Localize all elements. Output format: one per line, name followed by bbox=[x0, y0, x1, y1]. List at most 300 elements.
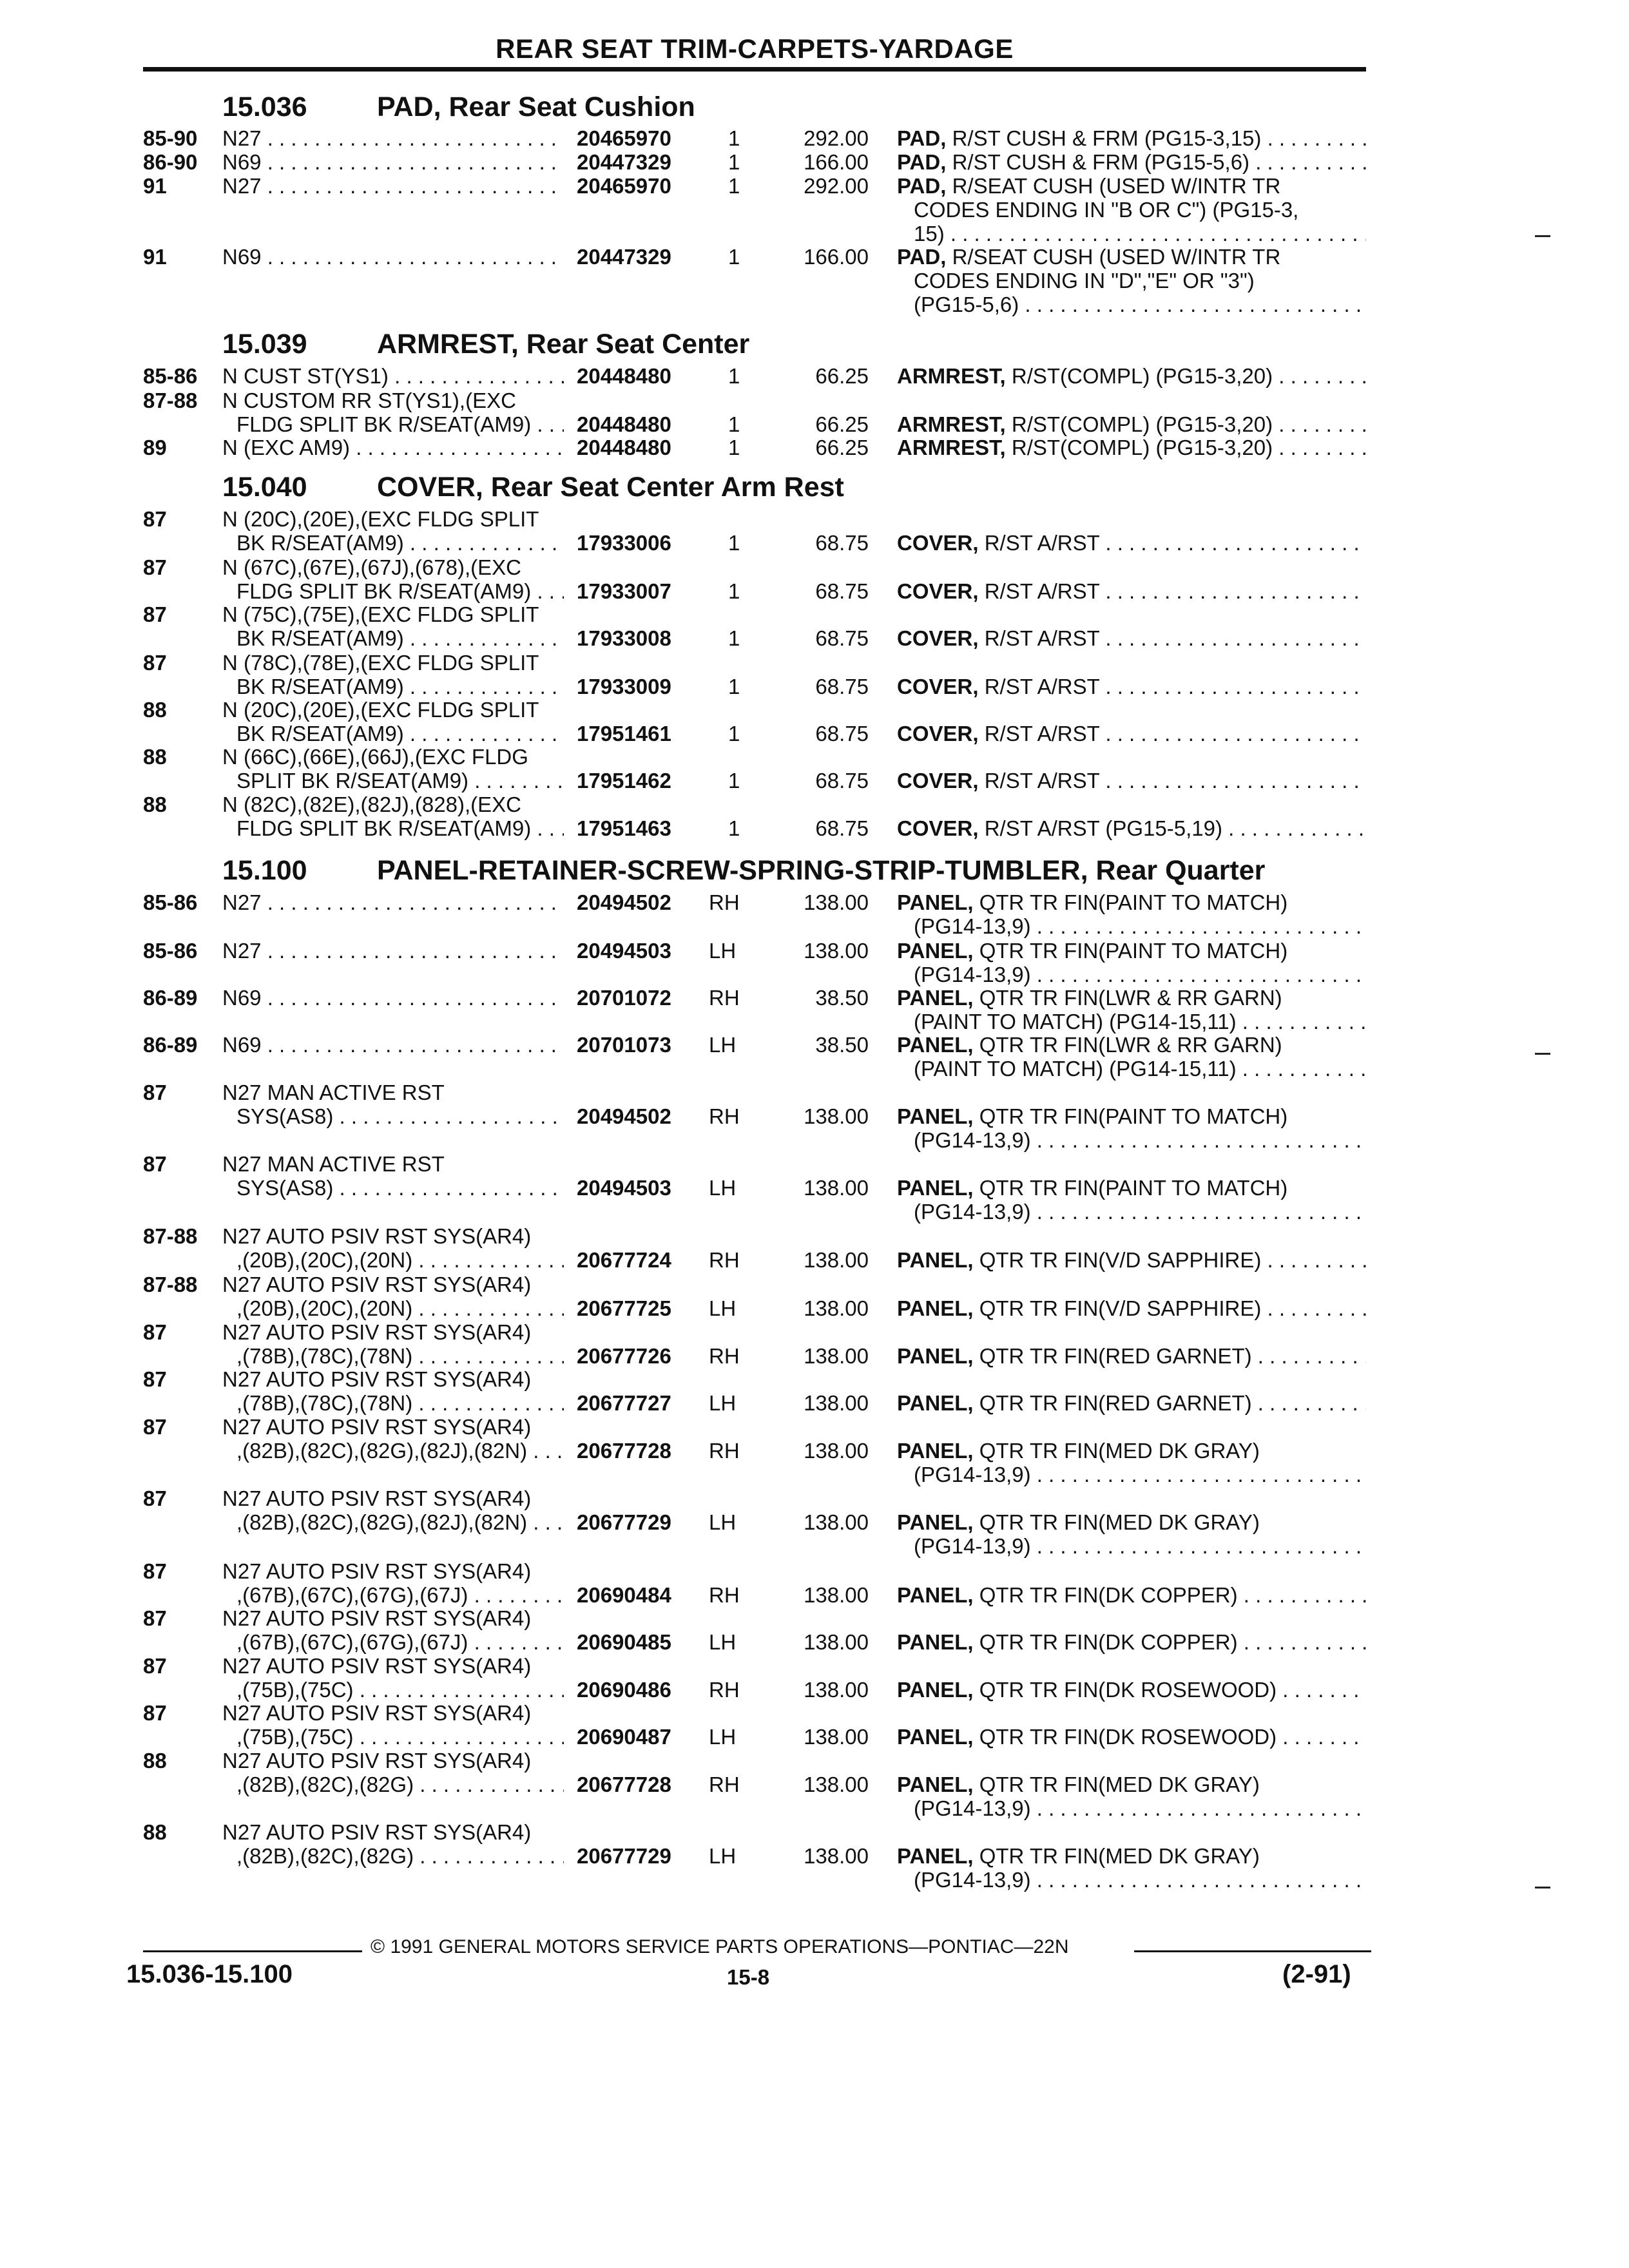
reference-keyword: COVER, bbox=[897, 531, 979, 555]
price: 138.00 bbox=[804, 1510, 869, 1534]
reference-description bbox=[897, 1296, 1366, 1320]
price: 68.75 bbox=[815, 722, 869, 745]
description-line: ,(82B),(82C),(82G) . . . bbox=[222, 1773, 564, 1796]
reference-text: QTR TR FIN(PAINT TO MATCH) bbox=[979, 939, 1288, 963]
part-number: 17933006 bbox=[577, 531, 671, 555]
reference-description bbox=[897, 986, 1366, 1033]
reference-keyword: PANEL, bbox=[897, 1678, 974, 1702]
part-number: 20690487 bbox=[577, 1725, 671, 1749]
quantity: 1 bbox=[728, 436, 740, 459]
part-number: 20494502 bbox=[577, 890, 671, 914]
part-number: 20677727 bbox=[577, 1391, 671, 1415]
part-description bbox=[222, 1749, 564, 1796]
part-description bbox=[222, 602, 564, 650]
side-code: RH bbox=[709, 1678, 740, 1702]
part-description bbox=[222, 126, 564, 150]
model-year: 86-90 bbox=[143, 150, 198, 174]
reference-line bbox=[897, 1844, 1366, 1868]
quantity: 1 bbox=[728, 150, 740, 174]
part-number: 17933009 bbox=[577, 675, 671, 698]
description-line: SYS(AS8) . . . bbox=[222, 1176, 564, 1200]
reference-text: R/ST A/RST bbox=[984, 579, 1100, 603]
part-description bbox=[222, 1559, 564, 1607]
price: 66.25 bbox=[815, 364, 869, 388]
price: 138.00 bbox=[804, 1678, 869, 1702]
reference-line: 15) . . . bbox=[897, 222, 1366, 245]
description-line: ,(67B),(67C),(67G),(67J) . . . bbox=[222, 1583, 564, 1607]
reference-description bbox=[897, 675, 1366, 698]
reference-description bbox=[897, 626, 1366, 650]
reference-keyword: COVER, bbox=[897, 675, 979, 698]
description-line: N27 AUTO PSIV RST SYS(AR4) bbox=[222, 1701, 532, 1725]
reference-text: QTR TR FIN(RED GARNET) bbox=[979, 1391, 1252, 1415]
reference-text: QTR TR FIN(DK ROSEWOOD) bbox=[979, 1678, 1277, 1702]
description-line: N (75C),(75E),(EXC FLDG SPLIT bbox=[222, 602, 539, 626]
reference-line: (PG14-13,9) . . . bbox=[897, 1868, 1366, 1892]
description-line: N69 . . . bbox=[222, 150, 564, 174]
reference-keyword: PANEL, bbox=[897, 1391, 974, 1415]
description-line: N27 MAN ACTIVE RST bbox=[222, 1152, 445, 1176]
price: 38.50 bbox=[815, 986, 869, 1010]
part-number: 20448480 bbox=[577, 436, 671, 459]
quantity: 1 bbox=[728, 675, 740, 698]
description-line: N (82C),(82E),(82J),(828),(EXC bbox=[222, 793, 521, 816]
reference-description bbox=[897, 1510, 1366, 1558]
reference-description bbox=[897, 1773, 1366, 1820]
description-line: ,(20B),(20C),(20N) . . . bbox=[222, 1248, 564, 1272]
part-description bbox=[222, 245, 564, 269]
reference-keyword: PAD, bbox=[897, 245, 947, 269]
description-line: FLDG SPLIT BK R/SEAT(AM9) . . . bbox=[222, 412, 564, 436]
reference-line bbox=[897, 722, 1366, 745]
reference-line bbox=[897, 769, 1366, 793]
reference-description bbox=[897, 1104, 1366, 1152]
part-description bbox=[222, 1367, 564, 1415]
reference-description bbox=[897, 126, 1366, 150]
model-year: 86-89 bbox=[143, 986, 198, 1010]
part-description bbox=[222, 1320, 564, 1368]
reference-description bbox=[897, 722, 1366, 745]
footer-page-number: 15-8 bbox=[727, 1965, 770, 1989]
section-heading bbox=[222, 329, 749, 360]
section-heading bbox=[222, 91, 695, 123]
reference-keyword: ARMREST, bbox=[897, 364, 1006, 388]
description-line: N27 AUTO PSIV RST SYS(AR4) bbox=[222, 1415, 532, 1439]
description-line: N27 . . . bbox=[222, 126, 564, 150]
reference-line bbox=[897, 816, 1366, 840]
reference-text: R/ST A/RST bbox=[984, 531, 1100, 555]
part-number: 20494503 bbox=[577, 939, 671, 963]
section-code: 15.040 bbox=[222, 472, 307, 503]
section-code: 15.100 bbox=[222, 855, 307, 886]
model-year: 87 bbox=[143, 1486, 167, 1510]
reference-keyword: PANEL, bbox=[897, 1248, 974, 1272]
price: 138.00 bbox=[804, 1844, 869, 1868]
reference-text: QTR TR FIN(MED DK GRAY) bbox=[979, 1510, 1260, 1534]
reference-line bbox=[897, 1033, 1366, 1057]
reference-description bbox=[897, 1439, 1366, 1486]
part-number: 20465970 bbox=[577, 126, 671, 150]
model-year: 87 bbox=[143, 555, 167, 579]
reference-line bbox=[897, 1725, 1366, 1749]
reference-description bbox=[897, 1391, 1366, 1415]
reference-line bbox=[897, 890, 1366, 914]
part-description bbox=[222, 651, 564, 698]
price: 138.00 bbox=[804, 939, 869, 963]
description-line: N27 . . . bbox=[222, 890, 564, 914]
model-year: 87 bbox=[143, 1152, 167, 1176]
side-code: RH bbox=[709, 1583, 740, 1607]
model-year: 85-86 bbox=[143, 364, 198, 388]
reference-keyword: PANEL, bbox=[897, 1033, 974, 1057]
part-description bbox=[222, 986, 564, 1010]
reference-text: R/ST A/RST bbox=[984, 675, 1100, 698]
description-line: FLDG SPLIT BK R/SEAT(AM9) . . . bbox=[222, 816, 564, 840]
side-code: LH bbox=[709, 1391, 737, 1415]
reference-text: R/ST CUSH & FRM (PG15-5,6) bbox=[952, 150, 1250, 174]
description-line: N27 AUTO PSIV RST SYS(AR4) bbox=[222, 1320, 532, 1344]
side-code: RH bbox=[709, 1344, 740, 1368]
quantity: 1 bbox=[728, 126, 740, 150]
description-line: BK R/SEAT(AM9) . . . bbox=[222, 626, 564, 650]
part-description bbox=[222, 1654, 564, 1702]
part-number: 20690484 bbox=[577, 1583, 671, 1607]
reference-keyword: ARMREST, bbox=[897, 436, 1006, 459]
side-code: LH bbox=[709, 939, 737, 963]
part-description bbox=[222, 939, 564, 963]
price: 166.00 bbox=[804, 150, 869, 174]
description-line: N69 . . . bbox=[222, 245, 564, 269]
model-year: 87 bbox=[143, 1559, 167, 1583]
model-year: 87-88 bbox=[143, 1273, 198, 1296]
description-line: SPLIT BK R/SEAT(AM9) . . . bbox=[222, 769, 564, 793]
reference-line: (PAINT TO MATCH) (PG14-15,11) . . . bbox=[897, 1010, 1366, 1033]
price: 138.00 bbox=[804, 1725, 869, 1749]
model-year: 87 bbox=[143, 1367, 167, 1391]
description-line: N27 AUTO PSIV RST SYS(AR4) bbox=[222, 1559, 532, 1583]
part-number: 20494502 bbox=[577, 1104, 671, 1128]
reference-description bbox=[897, 816, 1366, 840]
reference-text: R/ST CUSH & FRM (PG15-3,15) bbox=[952, 126, 1262, 150]
reference-text: R/ST A/RST bbox=[984, 626, 1100, 650]
reference-line bbox=[897, 174, 1366, 198]
price: 138.00 bbox=[804, 1583, 869, 1607]
price: 138.00 bbox=[804, 1344, 869, 1368]
part-description bbox=[222, 745, 564, 793]
reference-text: QTR TR FIN(V/D SAPPHIRE) bbox=[979, 1248, 1262, 1272]
reference-line bbox=[897, 531, 1366, 555]
quantity: 1 bbox=[728, 769, 740, 793]
model-year: 87 bbox=[143, 507, 167, 531]
price: 138.00 bbox=[804, 1176, 869, 1200]
reference-line bbox=[897, 579, 1366, 603]
reference-description bbox=[897, 364, 1366, 388]
reference-description bbox=[897, 436, 1366, 459]
reference-line bbox=[897, 1583, 1366, 1607]
price: 138.00 bbox=[804, 1391, 869, 1415]
section-heading bbox=[222, 472, 844, 503]
model-year: 88 bbox=[143, 1749, 167, 1773]
reference-text: R/ST A/RST bbox=[984, 722, 1100, 745]
price: 138.00 bbox=[804, 1104, 869, 1128]
part-description bbox=[222, 1606, 564, 1654]
reference-keyword: PANEL, bbox=[897, 1510, 974, 1534]
price: 66.25 bbox=[815, 412, 869, 436]
price: 66.25 bbox=[815, 436, 869, 459]
reference-description bbox=[897, 1344, 1366, 1368]
side-code: LH bbox=[709, 1296, 737, 1320]
model-year: 87 bbox=[143, 1654, 167, 1678]
section-title: PAD, Rear Seat Cushion bbox=[377, 91, 695, 122]
price: 166.00 bbox=[804, 245, 869, 269]
reference-text: QTR TR FIN(RED GARNET) bbox=[979, 1344, 1252, 1368]
quantity: 1 bbox=[728, 579, 740, 603]
model-year: 91 bbox=[143, 245, 167, 269]
reference-text: QTR TR FIN(DK COPPER) bbox=[979, 1583, 1238, 1607]
description-line: SYS(AS8) . . . bbox=[222, 1104, 564, 1128]
side-code: LH bbox=[709, 1844, 737, 1868]
section-heading bbox=[222, 855, 1265, 887]
part-description bbox=[222, 555, 564, 603]
reference-keyword: PANEL, bbox=[897, 1439, 974, 1463]
reference-keyword: PANEL, bbox=[897, 1104, 974, 1128]
description-line: N27 AUTO PSIV RST SYS(AR4) bbox=[222, 1224, 532, 1248]
side-code: LH bbox=[709, 1176, 737, 1200]
side-code: RH bbox=[709, 1248, 740, 1272]
part-number: 20677724 bbox=[577, 1248, 671, 1272]
reference-text: QTR TR FIN(MED DK GRAY) bbox=[979, 1439, 1260, 1463]
model-year: 89 bbox=[143, 436, 167, 459]
reference-line bbox=[897, 626, 1366, 650]
part-description bbox=[222, 1820, 564, 1868]
reference-line bbox=[897, 939, 1366, 963]
part-description bbox=[222, 389, 564, 436]
reference-line bbox=[897, 1630, 1366, 1654]
description-line: N (20C),(20E),(EXC FLDG SPLIT bbox=[222, 507, 539, 531]
price: 68.75 bbox=[815, 579, 869, 603]
part-number: 17951462 bbox=[577, 769, 671, 793]
model-year: 88 bbox=[143, 745, 167, 769]
reference-line bbox=[897, 1248, 1366, 1272]
description-line: N27 AUTO PSIV RST SYS(AR4) bbox=[222, 1486, 532, 1510]
side-code: LH bbox=[709, 1725, 737, 1749]
reference-text: R/ST(COMPL) (PG15-3,20) bbox=[1011, 436, 1273, 459]
description-line: ,(75B),(75C) . . . bbox=[222, 1725, 564, 1749]
model-year: 87 bbox=[143, 1415, 167, 1439]
page-title: REAR SEAT TRIM-CARPETS-YARDAGE bbox=[496, 34, 1014, 64]
part-number: 17933007 bbox=[577, 579, 671, 603]
reference-description bbox=[897, 1583, 1366, 1607]
model-year: 85-90 bbox=[143, 126, 198, 150]
description-line: N27 AUTO PSIV RST SYS(AR4) bbox=[222, 1367, 532, 1391]
description-line: N27 AUTO PSIV RST SYS(AR4) bbox=[222, 1606, 532, 1630]
model-year: 87 bbox=[143, 602, 167, 626]
reference-line bbox=[897, 1391, 1366, 1415]
reference-description bbox=[897, 531, 1366, 555]
reference-description bbox=[897, 1678, 1366, 1702]
part-number: 17951461 bbox=[577, 722, 671, 745]
reference-keyword: PANEL, bbox=[897, 1296, 974, 1320]
description-line: ,(20B),(20C),(20N) . . . bbox=[222, 1296, 564, 1320]
part-number: 20465970 bbox=[577, 174, 671, 198]
price: 138.00 bbox=[804, 1248, 869, 1272]
description-line: FLDG SPLIT BK R/SEAT(AM9) . . . bbox=[222, 579, 564, 603]
model-year: 87-88 bbox=[143, 389, 198, 412]
description-line: ,(67B),(67C),(67G),(67J) . . . bbox=[222, 1630, 564, 1654]
description-line: ,(82B),(82C),(82G) . . . bbox=[222, 1844, 564, 1868]
reference-text: R/ST(COMPL) (PG15-3,20) bbox=[1011, 412, 1273, 436]
part-number: 20677728 bbox=[577, 1773, 671, 1796]
reference-line: CODES ENDING IN "D","E" OR "3") bbox=[914, 269, 1255, 293]
reference-text: QTR TR FIN(MED DK GRAY) bbox=[979, 1844, 1260, 1868]
reference-keyword: PANEL, bbox=[897, 1583, 974, 1607]
reference-text: R/ST A/RST (PG15-5,19) bbox=[984, 816, 1222, 840]
reference-description bbox=[897, 412, 1366, 436]
reference-description bbox=[897, 1725, 1366, 1749]
reference-line bbox=[897, 436, 1366, 459]
reference-keyword: PANEL, bbox=[897, 986, 974, 1010]
reference-text: QTR TR FIN(PAINT TO MATCH) bbox=[979, 1104, 1288, 1128]
description-line: N69 . . . bbox=[222, 986, 564, 1010]
part-description bbox=[222, 698, 564, 745]
model-year: 87-88 bbox=[143, 1224, 198, 1248]
reference-line: (PG14-13,9) . . . bbox=[897, 1128, 1366, 1152]
model-year: 86-89 bbox=[143, 1033, 198, 1057]
model-year: 87 bbox=[143, 1701, 167, 1725]
reference-line bbox=[897, 1510, 1366, 1534]
reference-keyword: PAD, bbox=[897, 126, 947, 150]
reference-description bbox=[897, 890, 1366, 938]
model-year: 87 bbox=[143, 1606, 167, 1630]
footer-rule-right bbox=[1134, 1950, 1371, 1952]
description-line: N27 AUTO PSIV RST SYS(AR4) bbox=[222, 1273, 532, 1296]
model-year: 85-86 bbox=[143, 890, 198, 914]
description-line: N27 . . . bbox=[222, 939, 564, 963]
part-description bbox=[222, 1701, 564, 1749]
reference-line bbox=[897, 1296, 1366, 1320]
reference-keyword: COVER, bbox=[897, 722, 979, 745]
reference-text: QTR TR FIN(DK COPPER) bbox=[979, 1630, 1238, 1654]
description-line: N27 AUTO PSIV RST SYS(AR4) bbox=[222, 1749, 532, 1773]
model-year: 87 bbox=[143, 1320, 167, 1344]
part-number: 20448480 bbox=[577, 364, 671, 388]
side-code: LH bbox=[709, 1510, 737, 1534]
description-line: BK R/SEAT(AM9) . . . bbox=[222, 531, 564, 555]
side-code: RH bbox=[709, 1104, 740, 1128]
reference-keyword: PANEL, bbox=[897, 1176, 974, 1200]
reference-text: QTR TR FIN(PAINT TO MATCH) bbox=[979, 1176, 1288, 1200]
description-line: N (67C),(67E),(67J),(678),(EXC bbox=[222, 555, 521, 579]
part-description bbox=[222, 1273, 564, 1320]
part-description bbox=[222, 507, 564, 555]
reference-line: (PG14-13,9) . . . bbox=[897, 1200, 1366, 1224]
description-line: ,(82B),(82C),(82G),(82J),(82N) . . . bbox=[222, 1439, 564, 1463]
reference-description bbox=[897, 1844, 1366, 1892]
quantity: 1 bbox=[728, 174, 740, 198]
reference-text: QTR TR FIN(V/D SAPPHIRE) bbox=[979, 1296, 1262, 1320]
description-line: BK R/SEAT(AM9) . . . bbox=[222, 722, 564, 745]
reference-keyword: PANEL, bbox=[897, 939, 974, 963]
part-description bbox=[222, 1033, 564, 1057]
reference-keyword: PAD, bbox=[897, 174, 947, 198]
reference-description bbox=[897, 150, 1366, 174]
reference-keyword: PANEL, bbox=[897, 1630, 974, 1654]
section-code: 15.039 bbox=[222, 329, 307, 360]
section-code: 15.036 bbox=[222, 91, 307, 122]
model-year: 88 bbox=[143, 698, 167, 722]
price: 68.75 bbox=[815, 675, 869, 698]
reference-keyword: PANEL, bbox=[897, 890, 974, 914]
quantity: 1 bbox=[728, 626, 740, 650]
reference-description bbox=[897, 1248, 1366, 1272]
quantity: 1 bbox=[728, 245, 740, 269]
reference-line: (PG14-13,9) . . . bbox=[897, 1463, 1366, 1486]
reference-keyword: PANEL, bbox=[897, 1844, 974, 1868]
reference-description bbox=[897, 579, 1366, 603]
price: 292.00 bbox=[804, 126, 869, 150]
part-number: 20701073 bbox=[577, 1033, 671, 1057]
reference-line: CODES ENDING IN "B OR C") (PG15-3, bbox=[914, 198, 1299, 222]
reference-line bbox=[897, 412, 1366, 436]
description-line: N CUST ST(YS1) . . . bbox=[222, 364, 564, 388]
reference-keyword: PANEL, bbox=[897, 1725, 974, 1749]
price: 138.00 bbox=[804, 1630, 869, 1654]
part-number: 17951463 bbox=[577, 816, 671, 840]
part-number: 20447329 bbox=[577, 245, 671, 269]
reference-description bbox=[897, 939, 1366, 986]
part-description bbox=[222, 1486, 564, 1534]
reference-keyword: COVER, bbox=[897, 579, 979, 603]
model-year: 88 bbox=[143, 1820, 167, 1844]
description-line: N (66C),(66E),(66J),(EXC FLDG bbox=[222, 745, 528, 769]
quantity: 1 bbox=[728, 722, 740, 745]
price: 68.75 bbox=[815, 531, 869, 555]
reference-text: QTR TR FIN(LWR & RR GARN) bbox=[979, 986, 1282, 1010]
reference-description bbox=[897, 1176, 1366, 1224]
description-line: N (EXC AM9) . . . bbox=[222, 436, 564, 459]
reference-keyword: COVER, bbox=[897, 769, 979, 793]
part-description bbox=[222, 1224, 564, 1272]
reference-text: QTR TR FIN(PAINT TO MATCH) bbox=[979, 890, 1288, 914]
quantity: 1 bbox=[728, 531, 740, 555]
price: 138.00 bbox=[804, 1773, 869, 1796]
reference-text: R/ST(COMPL) (PG15-3,20) bbox=[1011, 364, 1273, 388]
description-line: ,(78B),(78C),(78N) . . . bbox=[222, 1391, 564, 1415]
description-line: BK R/SEAT(AM9) . . . bbox=[222, 675, 564, 698]
reference-keyword: COVER, bbox=[897, 626, 979, 650]
reference-line bbox=[897, 364, 1366, 388]
reference-line bbox=[897, 1104, 1366, 1128]
description-line: N27 AUTO PSIV RST SYS(AR4) bbox=[222, 1820, 532, 1844]
part-number: 20677726 bbox=[577, 1344, 671, 1368]
header-rule bbox=[143, 67, 1366, 72]
part-description bbox=[222, 1081, 564, 1128]
price: 138.00 bbox=[804, 890, 869, 914]
part-number: 20690486 bbox=[577, 1678, 671, 1702]
price: 68.75 bbox=[815, 769, 869, 793]
reference-description bbox=[897, 769, 1366, 793]
part-description bbox=[222, 1152, 564, 1200]
description-line: N27 . . . bbox=[222, 174, 564, 198]
reference-keyword: PANEL, bbox=[897, 1344, 974, 1368]
part-number: 20690485 bbox=[577, 1630, 671, 1654]
reference-line: (PG15-5,6) . . . bbox=[897, 293, 1366, 316]
reference-text: QTR TR FIN(MED DK GRAY) bbox=[979, 1773, 1260, 1796]
reference-text: R/ST A/RST bbox=[984, 769, 1100, 793]
reference-line bbox=[897, 1678, 1366, 1702]
description-line: N27 AUTO PSIV RST SYS(AR4) bbox=[222, 1654, 532, 1678]
reference-line bbox=[897, 1176, 1366, 1200]
